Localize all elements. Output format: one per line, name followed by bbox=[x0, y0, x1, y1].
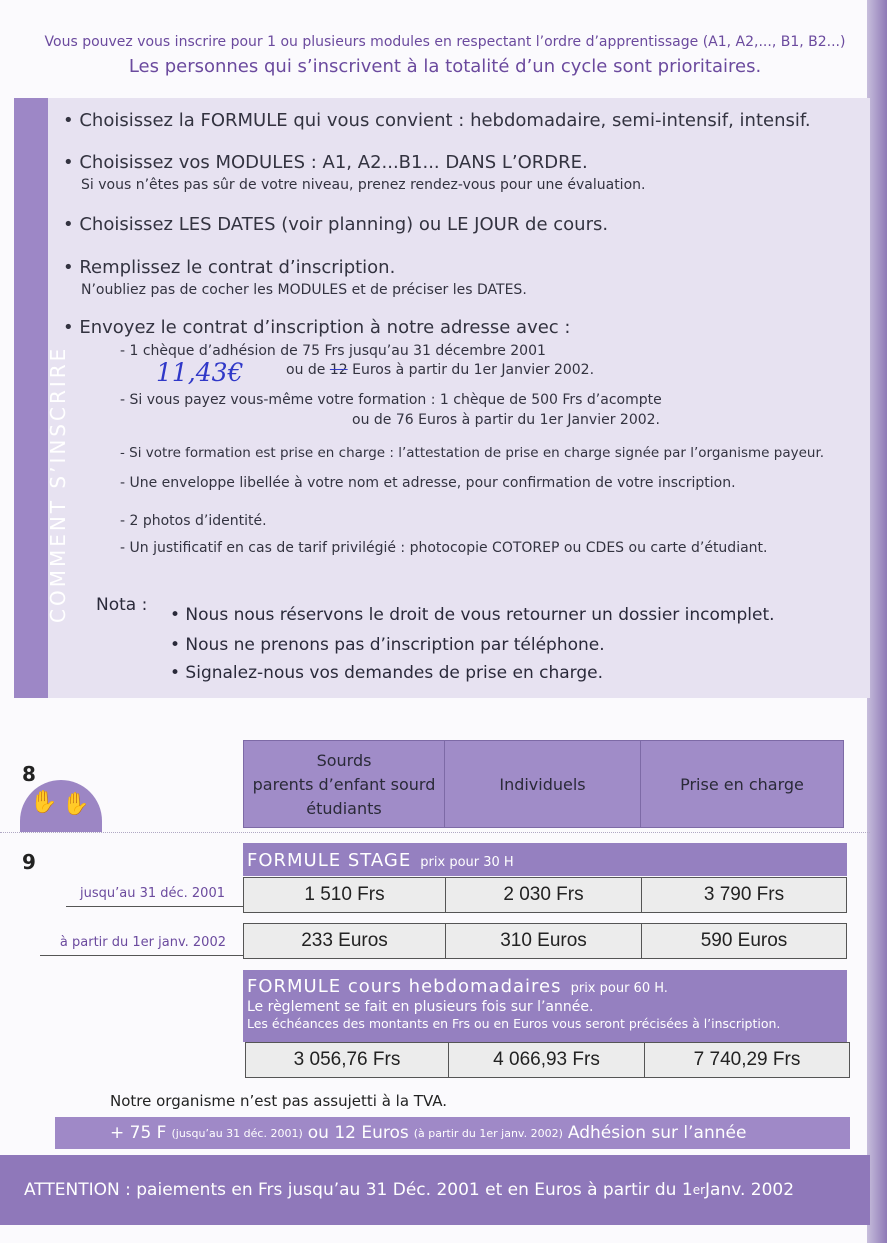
step-contrat-sub: N’oubliez pas de cocher les MODULES et de préciser les DATES. bbox=[81, 282, 527, 298]
adhesion-francs: + 75 F bbox=[110, 1123, 167, 1143]
sidebar-strip bbox=[14, 98, 70, 698]
step-contrat bbox=[63, 257, 527, 298]
nota-item: • Signalez-nous vos demandes de prise en charge. bbox=[170, 663, 604, 683]
stage-euros-sourds: 233 Euros bbox=[243, 923, 446, 959]
stage-frs-prise: 3 790 Frs bbox=[641, 877, 847, 913]
header-sourds-line3: étudiants bbox=[306, 798, 382, 818]
step-formule: • Choisissez la FORMULE qui vous convient : hebdomadaire, semi-intensif, intensif. bbox=[63, 110, 811, 131]
attention-text: ATTENTION : paiements en Frs jusqu’au 31 Déc. 2001 et en Euros à partir du 1 bbox=[24, 1180, 693, 1200]
header-sourds-line1: Sourds bbox=[316, 750, 372, 770]
hebdo-title-bar bbox=[243, 970, 847, 1042]
step-modules-sub: Si vous n’êtes pas sûr de votre niveau, prenez rendez-vous pour une évaluation. bbox=[81, 177, 646, 193]
adhesion-euros: ou 12 Euros bbox=[307, 1123, 409, 1143]
attention-banner bbox=[0, 1155, 870, 1225]
intro-line-1: Vous pouvez vous inscrire pour 1 ou plusieurs modules en respectant l’ordre d’apprentissage (A1, A2,..., B1, B2...) bbox=[44, 34, 846, 50]
row-label-underline bbox=[66, 906, 244, 907]
stage-euros-prise: 590 Euros bbox=[641, 923, 847, 959]
nota-label: Nota : bbox=[96, 595, 148, 615]
stage-title: FORMULE STAGE bbox=[247, 850, 412, 871]
enclosure-acompte-euros: ou de 76 Euros à partir du 1er Janvier 2002. bbox=[352, 412, 661, 428]
nota-item: • Nous nous réservons le droit de vous retourner un dossier incomplet. bbox=[170, 605, 775, 625]
page-number-right: 9 bbox=[22, 850, 36, 874]
adhesion-euros-date: (à partir du 1er janv. 2002) bbox=[413, 1126, 563, 1140]
intro-line-2: Les personnes qui s’inscrivent à la totalité d’un cycle sont prioritaires. bbox=[128, 56, 762, 77]
row-label-frs: jusqu’au 31 déc. 2001 bbox=[79, 886, 225, 901]
row-label-euros: à partir du 1er janv. 2002 bbox=[59, 935, 226, 950]
hebdo-sourds: 3 056,76 Frs bbox=[245, 1042, 449, 1078]
stage-frs-sourds: 1 510 Frs bbox=[243, 877, 446, 913]
euros-suffix: Euros à partir du 1er Janvier 2002. bbox=[347, 362, 595, 378]
hand-icon: ✋ bbox=[30, 790, 58, 815]
adhesion-francs-date: (jusqu’au 31 déc. 2001) bbox=[171, 1126, 303, 1140]
hebdo-subtitle: prix pour 60 H. bbox=[570, 981, 668, 996]
hebdo-title: FORMULE cours hebdomadaires bbox=[247, 976, 562, 997]
enclosure-prise-en-charge: - Si votre formation est prise en charge : l’attestation de prise en charge signée par l’organisme payeur. bbox=[120, 445, 825, 461]
enclosure-adhesion-cheque: - 1 chèque d’adhésion de 75 Frs jusqu’au 31 décembre 2001 bbox=[120, 343, 546, 359]
stage-frs-individuels: 2 030 Frs bbox=[445, 877, 642, 913]
stage-euros-individuels: 310 Euros bbox=[445, 923, 642, 959]
hands-logo bbox=[20, 780, 102, 832]
enclosure-acompte: - Si vous payez vous-même votre formation : 1 chèque de 500 Frs d’acompte bbox=[120, 392, 662, 408]
header-individuels: Individuels bbox=[444, 740, 641, 828]
step-modules-text: • Choisissez vos MODULES : A1, A2...B1... DANS L’ORDRE. bbox=[63, 152, 588, 173]
hand-icon: ✋ bbox=[62, 792, 90, 817]
right-edge-strip bbox=[867, 0, 887, 1243]
sidebar-title: COMMENT S’INSCRIRE bbox=[46, 345, 70, 623]
step-dates: • Choisissez LES DATES (voir planning) ou LE JOUR de cours. bbox=[63, 214, 609, 235]
attention-superscript: er bbox=[692, 1183, 706, 1197]
struck-amount: 12 bbox=[329, 362, 348, 378]
adhesion-bar bbox=[55, 1117, 850, 1149]
hebdo-note-2: Les échéances des montants en Frs ou en Euros vous seront précisées à l’inscription. bbox=[247, 1016, 781, 1031]
attention-date: Janv. 2002 bbox=[705, 1180, 795, 1200]
intro bbox=[20, 34, 870, 77]
enclosure-adhesion-euros bbox=[286, 362, 594, 378]
enclosure-photos: - 2 photos d’identité. bbox=[120, 513, 267, 529]
hebdo-individuels: 4 066,93 Frs bbox=[448, 1042, 645, 1078]
row-label-underline bbox=[40, 955, 244, 956]
hebdo-prise: 7 740,29 Frs bbox=[644, 1042, 850, 1078]
header-sourds-line2: parents d’enfant sourd bbox=[252, 774, 436, 794]
euros-prefix: ou de bbox=[286, 362, 330, 378]
nota-item: • Nous ne prenons pas d’inscription par téléphone. bbox=[170, 635, 605, 655]
enclosure-justificatif: - Un justificatif en cas de tarif privilégié : photocopie COTOREP ou CDES ou carte d’étudiant. bbox=[120, 540, 768, 556]
header-sourds bbox=[243, 740, 445, 828]
handwritten-amount: 11,43€ bbox=[156, 358, 244, 387]
stage-title-bar bbox=[243, 843, 847, 876]
step-envoyez: • Envoyez le contrat d’inscription à notre adresse avec : bbox=[63, 317, 571, 338]
tva-note: Notre organisme n’est pas assujetti à la TVA. bbox=[110, 1092, 448, 1110]
header-prise-en-charge: Prise en charge bbox=[640, 740, 844, 828]
enclosure-enveloppe: - Une enveloppe libellée à votre nom et adresse, pour confirmation de votre inscription. bbox=[120, 475, 736, 491]
step-modules bbox=[63, 152, 645, 193]
page-fold-divider bbox=[0, 832, 870, 833]
hebdo-note-1: Le règlement se fait en plusieurs fois sur l’année. bbox=[247, 999, 594, 1015]
stage-subtitle: prix pour 30 H bbox=[420, 855, 514, 870]
adhesion-label: Adhésion sur l’année bbox=[567, 1123, 747, 1143]
step-contrat-text: • Remplissez le contrat d’inscription. bbox=[63, 257, 396, 278]
page-number-left: 8 bbox=[22, 762, 36, 786]
